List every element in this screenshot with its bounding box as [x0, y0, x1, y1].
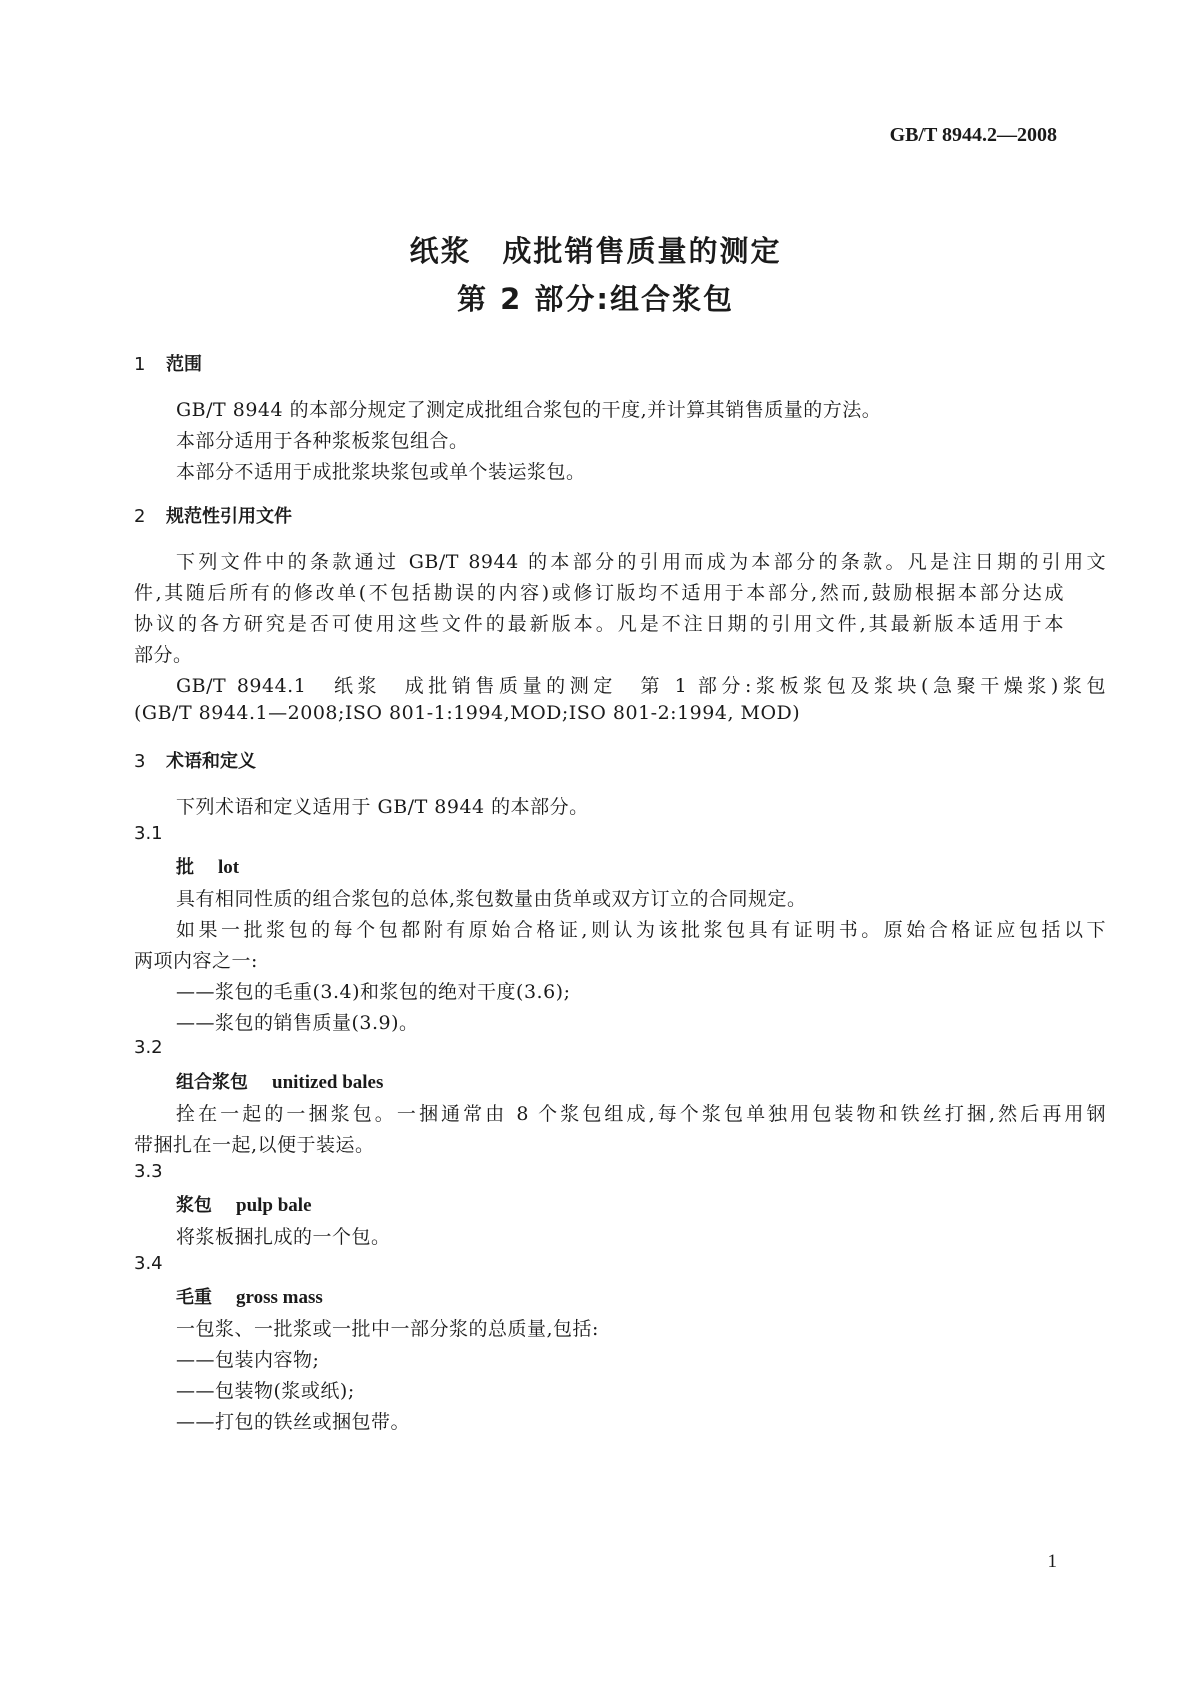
section-title: 规范性引用文件: [166, 506, 292, 527]
paragraph: 本部分适用于各种浆板浆包组合。: [176, 430, 469, 452]
subsection-number: 3.3: [134, 1161, 163, 1182]
title-line-2: 第 2 部分:组合浆包: [457, 282, 734, 316]
section-1-heading: [134, 350, 202, 376]
section-2-heading: [134, 502, 292, 528]
subsection-number: 3.2: [134, 1037, 163, 1058]
section-number: 1: [134, 354, 146, 375]
term-heading: [176, 1068, 383, 1094]
paragraph: 本部分不适用于成批浆块浆包或单个装运浆包。: [176, 461, 586, 483]
definition-line: 将浆板捆扎成的一个包。: [176, 1226, 391, 1248]
standard-code: GB/T 8944.2—2008: [889, 124, 1057, 146]
list-item: ——包装内容物;: [176, 1349, 320, 1371]
list-item: ——浆包的毛重(3.4)和浆包的绝对干度(3.6);: [176, 981, 571, 1003]
section-number: 2: [134, 506, 146, 527]
subsection-number: 3.4: [134, 1253, 163, 1274]
term-heading: [176, 853, 239, 879]
list-item: ——打包的铁丝或捆包带。: [176, 1411, 411, 1433]
page-number: 1: [1047, 1551, 1057, 1572]
section-number: 3: [134, 751, 146, 772]
term-en: gross mass: [236, 1287, 323, 1308]
list-item: ——包装物(浆或纸);: [176, 1380, 355, 1402]
paragraph-line: 下列文件中的条款通过 GB/T 8944 的本部分的引用而成为本部分的条款。凡是注日期的引用文: [176, 551, 1106, 573]
paragraph-line: 件,其随后所有的修改单(不包括勘误的内容)或修订版均不适用于本部分,然而,鼓励根据本部分达成: [134, 582, 1064, 604]
term-zh: 批: [176, 857, 194, 878]
term-en: pulp bale: [236, 1195, 312, 1216]
definition-line: 具有相同性质的组合浆包的总体,浆包数量由货单或双方订立的合同规定。: [176, 888, 807, 910]
section-title: 术语和定义: [166, 751, 256, 772]
term-en: lot: [218, 857, 240, 878]
section-title: 范围: [166, 354, 202, 375]
paragraph: 下列术语和定义适用于 GB/T 8944 的本部分。: [176, 796, 589, 818]
section-3-heading: [134, 747, 256, 773]
definition-line: 一包浆、一批浆或一批中一部分浆的总质量,包括:: [176, 1318, 599, 1340]
list-item: ——浆包的销售质量(3.9)。: [176, 1012, 419, 1034]
term-zh: 浆包: [176, 1195, 212, 1216]
term-en: unitized bales: [272, 1072, 384, 1093]
subsection-number: 3.1: [134, 823, 163, 844]
title-line-1: 纸浆 成批销售质量的测定: [409, 234, 782, 268]
paragraph: GB/T 8944 的本部分规定了测定成批组合浆包的干度,并计算其销售质量的方法。: [176, 399, 882, 421]
term-heading: [176, 1283, 323, 1309]
paragraph-line: 协议的各方研究是否可使用这些文件的最新版本。凡是不注日期的引用文件,其最新版本适用于本: [134, 613, 1064, 635]
definition-line: 如果一批浆包的每个包都附有原始合格证,则认为该批浆包具有证明书。原始合格证应包括以下: [176, 919, 1106, 941]
reference-line: GB/T 8944.1 纸浆 成批销售质量的测定 第 1 部分:浆板浆包及浆块(急聚干燥浆)浆包: [176, 675, 1106, 697]
paragraph-line: 部分。: [134, 644, 193, 666]
definition-line: 两项内容之一:: [134, 950, 258, 972]
term-zh: 组合浆包: [176, 1072, 248, 1093]
term-heading: [176, 1191, 312, 1217]
reference-line: (GB/T 8944.1—2008;ISO 801-1:1994,MOD;ISO 801-2:1994, MOD): [134, 702, 801, 724]
term-zh: 毛重: [176, 1287, 212, 1308]
definition-line: 拴在一起的一捆浆包。一捆通常由 8 个浆包组成,每个浆包单独用包装物和铁丝打捆,然后再用钢: [176, 1103, 1106, 1125]
definition-line: 带捆扎在一起,以便于装运。: [134, 1134, 375, 1156]
